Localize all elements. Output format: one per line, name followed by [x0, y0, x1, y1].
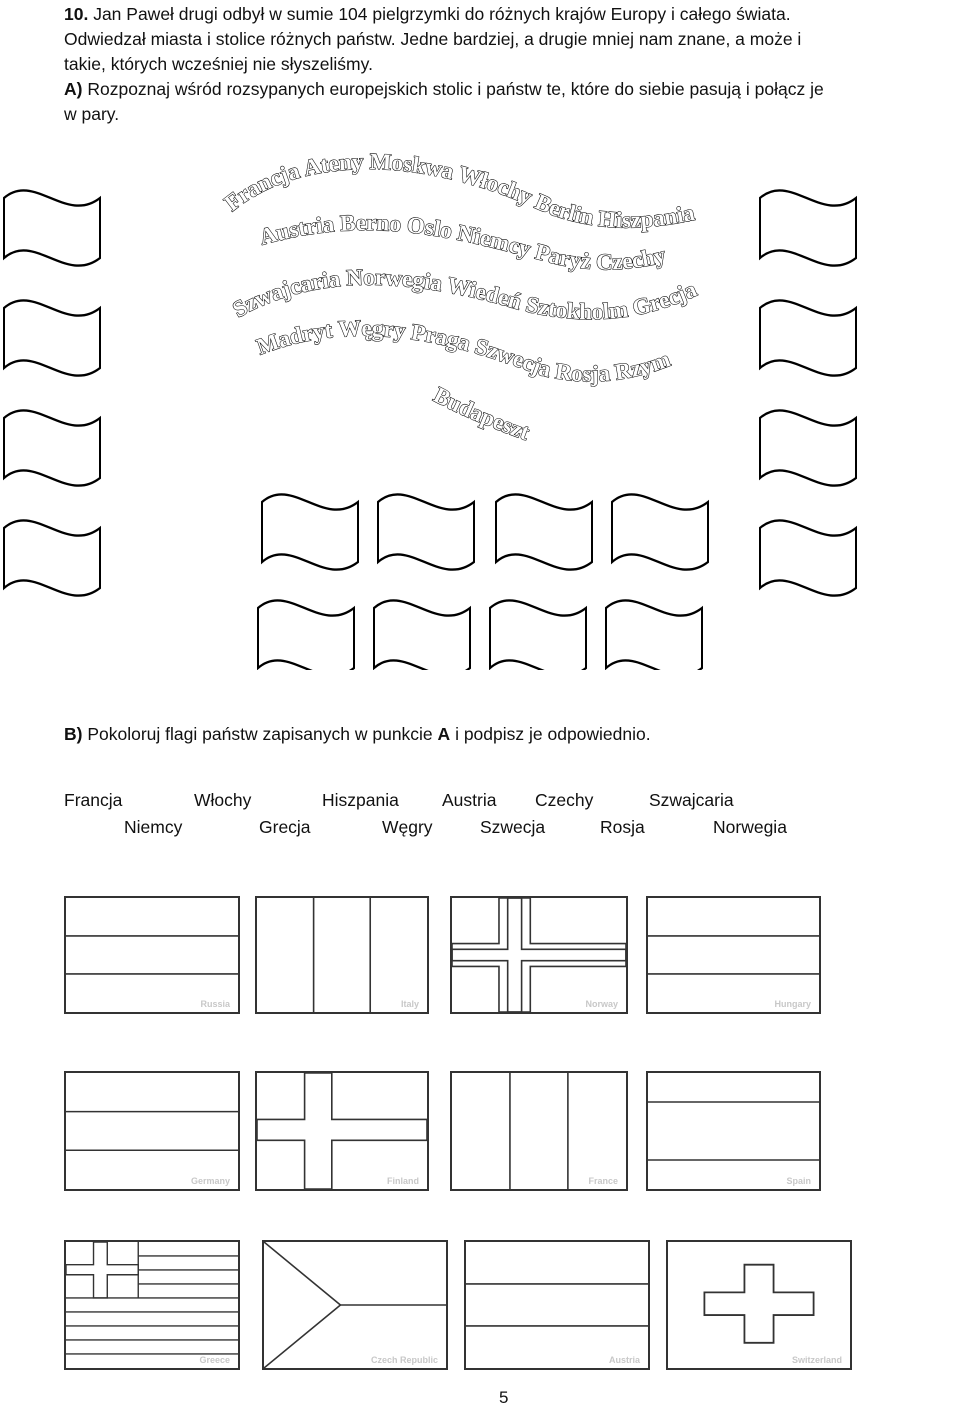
- word-line-1: Francja Ateny Moskwa Włochy Berlin Hiszpania: [219, 150, 697, 233]
- country-name: Austria: [442, 790, 497, 810]
- flag-russia[interactable]: [64, 896, 240, 1014]
- flag-stripes: [648, 898, 819, 1012]
- country-name: Norwegia: [713, 817, 787, 837]
- country-name: Hiszpania: [322, 790, 399, 810]
- country-name: Węgry: [382, 817, 433, 837]
- flag-france[interactable]: [450, 1071, 628, 1191]
- flag-label: Germany: [190, 1176, 230, 1186]
- flag-label: Greece: [199, 1355, 230, 1365]
- flag-norway[interactable]: [450, 896, 628, 1014]
- flag-cross: [257, 1073, 427, 1189]
- task-number: 10.: [64, 4, 89, 24]
- wavy-flag[interactable]: [262, 494, 358, 569]
- task-a-label: A): [64, 79, 83, 99]
- country-name: Grecja: [259, 817, 311, 837]
- flag-label: Czech Republic: [370, 1355, 438, 1365]
- word-cloud: [0, 150, 960, 480]
- country-name: Włochy: [194, 790, 252, 810]
- country-name: Czechy: [535, 790, 594, 810]
- flag-label: Austria: [608, 1355, 640, 1365]
- wavy-flag[interactable]: [760, 520, 856, 595]
- flag-austria[interactable]: [464, 1240, 650, 1370]
- flag-hungary[interactable]: [646, 896, 821, 1014]
- word-line-5: Budapeszt: [429, 382, 533, 445]
- flag-greece[interactable]: [64, 1240, 240, 1370]
- flag-stripes: [466, 1242, 648, 1368]
- task-a: A) Rozpoznaj wśród rozsypanych europejskich stolic i państw te, które do siebie pasują i połącz je: [64, 79, 824, 99]
- wavy-flag[interactable]: [612, 494, 708, 569]
- intro-text: [64, 2, 954, 127]
- country-name: Szwajcaria: [649, 790, 734, 810]
- wavy-flag[interactable]: [490, 600, 586, 670]
- flag-label: Spain: [786, 1176, 811, 1186]
- task-b: B) Pokoloruj flagi państw zapisanych w punkcie A i podpisz je odpowiednio.: [64, 724, 651, 744]
- task-a-continued: w pary.: [64, 104, 120, 124]
- wavy-flag[interactable]: [4, 520, 100, 595]
- wavy-flag[interactable]: [374, 600, 470, 670]
- flag-stripes-cross: [66, 1242, 238, 1368]
- flag-label: Switzerland: [791, 1355, 842, 1365]
- flag-label: France: [588, 1176, 618, 1186]
- flag-czech[interactable]: [262, 1240, 448, 1370]
- flag-label: Finland: [387, 1176, 419, 1186]
- flag-stripes: [66, 1073, 238, 1189]
- flag-cross: [452, 898, 626, 1012]
- country-name: Szwecja: [480, 817, 546, 837]
- flag-stripes: [66, 898, 238, 1012]
- wavy-flag[interactable]: [258, 600, 354, 670]
- flag-stripes: [257, 898, 427, 1012]
- page-number: 5: [499, 1388, 509, 1407]
- flag-label: Hungary: [774, 999, 811, 1009]
- flag-italy[interactable]: [255, 896, 429, 1014]
- word-line-2: Austria Berno Oslo Niemcy Paryż Czechy: [256, 210, 669, 275]
- intro-line-1: 10. Jan Paweł drugi odbył w sumie 104 pielgrzymki do różnych krajów Europy i całego świata.: [64, 4, 791, 24]
- word-line-4: Madryt Węgry Praga Szwecja Rosja Rzym: [253, 315, 674, 387]
- flag-stripes: [648, 1073, 819, 1189]
- flag-label: Italy: [400, 999, 419, 1009]
- flag-germany[interactable]: [64, 1071, 240, 1191]
- flag-switzerland[interactable]: [666, 1240, 852, 1370]
- intro-line-2: Odwiedzał miasta i stolice różnych państw. Jedne bardziej, a drugie mniej nam znane, a może i: [64, 29, 802, 49]
- wavy-flag[interactable]: [606, 600, 702, 670]
- country-name: Niemcy: [124, 817, 183, 837]
- intro-line-3: takie, których wcześniej nie słyszeliśmy.: [64, 54, 373, 74]
- flag-finland[interactable]: [255, 1071, 429, 1191]
- flag-label: Russia: [200, 999, 230, 1009]
- flag-label: Norway: [585, 999, 618, 1009]
- country-name: Francja: [64, 790, 123, 810]
- wavy-flag[interactable]: [496, 494, 592, 569]
- wavy-flag[interactable]: [378, 494, 474, 569]
- flag-cross: [668, 1242, 850, 1368]
- flag-triangle: [264, 1242, 446, 1368]
- task-b-label: B): [64, 724, 83, 744]
- word-line-3: Szwajcaria Norwegia Wiedeń Sztokholm Grecja: [228, 264, 701, 325]
- flag-stripes: [452, 1073, 626, 1189]
- country-name: Rosja: [600, 817, 645, 837]
- flag-spain[interactable]: [646, 1071, 821, 1191]
